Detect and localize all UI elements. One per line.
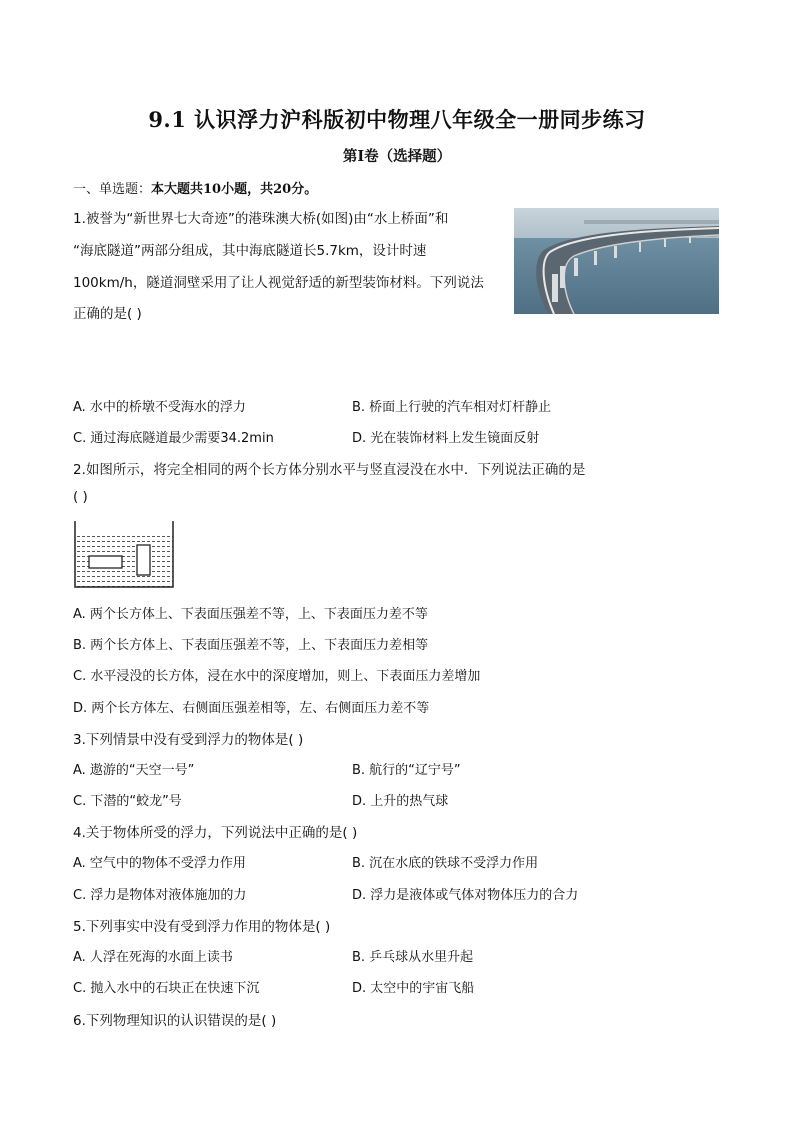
- question-5-line-1: 5.下列事实中没有受到浮力作用的物体是( ): [73, 919, 331, 935]
- question-2-option-a[interactable]: A. 两个长方体上、下表面压强差不等，上、下表面压力差不等: [73, 607, 428, 622]
- bridge-photo: [514, 208, 719, 314]
- question-3-line-1: 3.下列情景中没有受到浮力的物体是( ): [73, 732, 304, 748]
- page-title: 9.1 认识浮力沪科版初中物理八年级全一册同步练习: [148, 107, 646, 132]
- question-1-line-1: 1.被誉为“新世界七大奇迹”的港珠澳大桥(如图)由“水上桥面”和: [73, 211, 449, 227]
- question-1-line-4: 正确的是( ): [73, 306, 142, 322]
- section-info: 本大题共10小题，共20分。: [151, 182, 318, 197]
- question-3-option-c[interactable]: C. 下潜的“蛟龙”号: [73, 794, 182, 809]
- question-3-option-d[interactable]: D. 上升的热气球: [352, 794, 449, 809]
- question-2-line-2: ( ): [73, 489, 88, 505]
- question-4-option-b[interactable]: B. 沉在水底的铁球不受浮力作用: [352, 856, 539, 871]
- section-label: 一、单选题：: [73, 182, 152, 197]
- question-4-option-c[interactable]: C. 浮力是物体对液体施加的力: [73, 888, 247, 903]
- question-1-option-d[interactable]: D. 光在装饰材料上发生镜面反射: [352, 431, 540, 446]
- question-5-option-a[interactable]: A. 人浮在死海的水面上读书: [73, 950, 233, 965]
- question-3-option-a[interactable]: A. 遨游的“天空一号”: [73, 763, 195, 778]
- volume-heading: 第I卷（选择题）: [342, 148, 452, 165]
- question-5-option-b[interactable]: B. 乒乓球从水里升起: [352, 950, 474, 965]
- question-2-line-1: 2.如图所示，将完全相同的两个长方体分别水平与竖直浸没在水中．下列说法正确的是: [73, 462, 586, 478]
- question-1-option-c[interactable]: C. 通过海底隧道最少需要34.2min: [73, 431, 274, 446]
- question-5-option-c[interactable]: C. 抛入水中的石块正在快速下沉: [73, 981, 260, 996]
- question-5-option-d[interactable]: D. 太空中的宇宙飞船: [352, 981, 475, 996]
- question-3-option-b[interactable]: B. 航行的“辽宁号”: [352, 763, 461, 778]
- question-1-line-2: “海底隧道”两部分组成，其中海底隧道长5.7km，设计时速: [73, 243, 427, 259]
- question-2-option-c[interactable]: C. 水平浸没的长方体，浸在水中的深度增加，则上、下表面压力差增加: [73, 669, 481, 684]
- question-2-option-d[interactable]: D. 两个长方体左、右侧面压强差相等，左、右侧面压力差不等: [73, 701, 430, 716]
- question-1-option-a[interactable]: A. 水中的桥墩不受海水的浮力: [73, 400, 246, 415]
- immersed-blocks-figure: [72, 519, 176, 589]
- question-1-option-b[interactable]: B. 桥面上行驶的汽车相对灯杆静止: [352, 400, 552, 415]
- question-2-option-b[interactable]: B. 两个长方体上、下表面压强差不等，上、下表面压力差相等: [73, 638, 429, 653]
- question-6-line-1: 6.下列物理知识的认识错误的是( ): [73, 1013, 277, 1029]
- question-4-option-a[interactable]: A. 空气中的物体不受浮力作用: [73, 856, 246, 871]
- question-1-line-3: 100km/h，隧道洞壁采用了让人视觉舒适的新型装饰材料。下列说法: [73, 275, 484, 291]
- question-4-line-1: 4.关于物体所受的浮力，下列说法中正确的是( ): [73, 825, 358, 841]
- question-4-option-d[interactable]: D. 浮力是液体或气体对物体压力的合力: [352, 888, 579, 903]
- section-heading: [73, 178, 317, 197]
